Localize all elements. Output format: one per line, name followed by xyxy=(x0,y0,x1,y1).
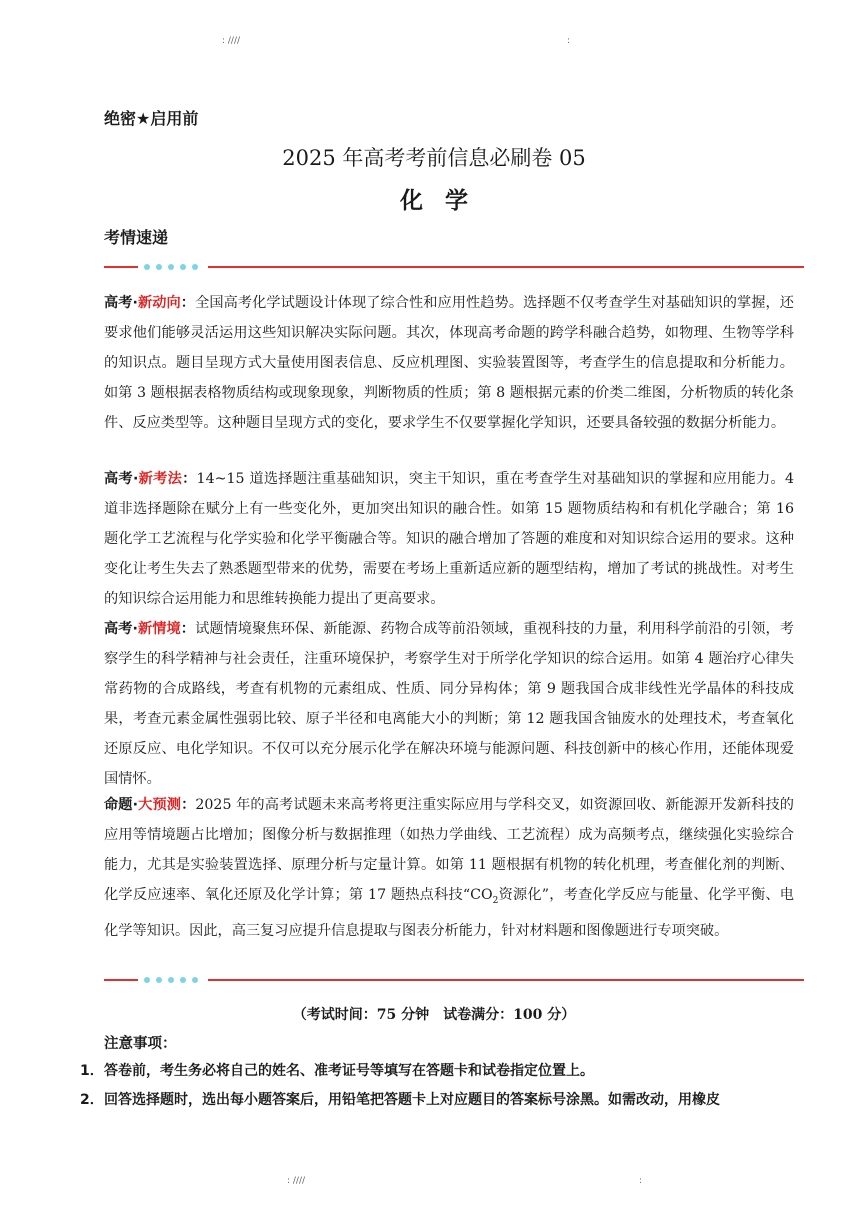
subscript: 2 xyxy=(492,895,499,906)
note-item xyxy=(80,1089,800,1109)
note-text: 回答选择题时，选出每小题答案后，用铅笔把答题卡上对应题目的答案标号涂黑。如需改动，用橡皮 xyxy=(104,1092,720,1108)
section-label: 高考· xyxy=(104,295,138,311)
section-colon: ： xyxy=(181,797,196,813)
section-label: 命题· xyxy=(104,797,139,813)
section-text-cont: 资源化”，考查化学反应与能量、化学平衡、电化学等知识。因此，高三复习应提升信息提取与图表分析能力，针对材料题和图像题进行专项突破。 xyxy=(104,887,794,939)
header-mark-right: : xyxy=(567,36,571,46)
section-heading: 考情速递 xyxy=(104,228,169,247)
section-text: 全国高考化学试题设计体现了综合性和应用性趋势。选择题不仅考查学生对基础知识的掌握，还要求他们能够灵活运用这些知识解决实际问题。其次，体现高考命题的跨学科融合趋势，如物理、生物等学科的知识点。题目呈现方式大量使用图表信息、反应机理图、实验装置图等，考查学生的信息提取和分析能力。如第 3 题根据表格物质结构或现象现象，判断物质的性质；第 8 题根据元素的价类二维图，分析物质的转化条件、反应类型等。这种题目呈现方式的变化，要求学生不仅要掌握化学知识，还要具备较强的数据分析能力。 xyxy=(104,295,794,431)
note-text: 答卷前，考生务必将自己的姓名、准考证号等填写在答题卡和试卷指定位置上。 xyxy=(104,1063,594,1079)
section-new-trend xyxy=(104,288,794,438)
section-highlight: 新动向 xyxy=(137,295,181,311)
section-text: 2025 年的高考试题未来高考将更注重实际应用与学科交叉，如资源回收、新能源开发新科技的应用等情境题占比增加；图像分析与数据推理（如热力学曲线、工艺流程）成为高频考点，继续强化实验综合能力，尤其是实验装置选择、原理分析与定量计算。如第 11 题根据有机物的转化机理，考查催化剂的判断、化学反应速率、氧化还原及化学计算；第 17 题热点科技“CO xyxy=(104,797,794,903)
notes-heading: 注意事项： xyxy=(104,1036,177,1052)
section-text: 试题情境聚焦环保、新能源、药物合成等前沿领域，重视科技的力量，利用科学前沿的引领，考察学生的科学精神与社会责任，注重环境保护，考察学生对于所学化学知识的综合运用。如第 4 题治疗心律失常药物的合成路线，考查有机物的元素组成、性质、同分异构体；第 9 题我国合成非线性光学晶体的科技成果，考查元素金属性强弱比较、原子半径和电离能大小的判断；第 12 题我国含铀废水的处理技术，考查氧化还原反应、电化学知识。不仅可以充分展示化学在解决环境与能源问题、科技创新中的核心作用，还能体现爱国情怀。 xyxy=(104,621,794,787)
section-prediction xyxy=(104,790,794,946)
note-number: 2． xyxy=(80,1092,104,1108)
note-item xyxy=(80,1060,800,1080)
section-colon: ： xyxy=(180,621,196,637)
header-mark-left: : //// xyxy=(222,36,241,46)
section-new-method xyxy=(104,464,794,614)
page-title: 2025 年高考考前信息必刷卷 05 xyxy=(282,146,586,170)
secret-label: 绝密★启用前 xyxy=(104,109,199,128)
section-highlight: 大预测 xyxy=(138,797,182,813)
section-colon: ： xyxy=(182,471,197,487)
section-label: 高考· xyxy=(104,471,139,487)
footer-mark-right: : xyxy=(639,1176,643,1186)
divider-bottom xyxy=(104,973,804,987)
subject-title: 化学 xyxy=(400,187,490,214)
section-highlight: 新情境 xyxy=(137,621,181,637)
section-label: 高考· xyxy=(104,621,138,637)
section-colon: ： xyxy=(180,295,196,311)
section-highlight: 新考法 xyxy=(138,471,183,487)
section-text: 14~15 道选择题注重基础知识，突主干知识，重在考查学生对基础知识的掌握和应用能力。4 道非选择题除在赋分上有一些变化外，更加突出知识的融合性。如第 15 题物质结构和有机化学融合；第 16 题化学工艺流程与化学实验和化学平衡融合等。知识的融合增加了答题的难度和对知识综合运用的要求。这种变化让考生失去了熟悉题型带来的优势，需要在考场上重新适应新的题型结构，增加了考试的挑战性。对考生的知识综合运用能力和思维转换能力提出了更高要求。 xyxy=(104,471,794,607)
footer-mark-left: : //// xyxy=(287,1176,306,1186)
exam-info: （考试时间：75 分钟 试卷满分：100 分） xyxy=(292,1007,576,1023)
section-new-context xyxy=(104,614,794,794)
note-number: 1． xyxy=(80,1063,104,1079)
divider-top xyxy=(104,260,804,274)
